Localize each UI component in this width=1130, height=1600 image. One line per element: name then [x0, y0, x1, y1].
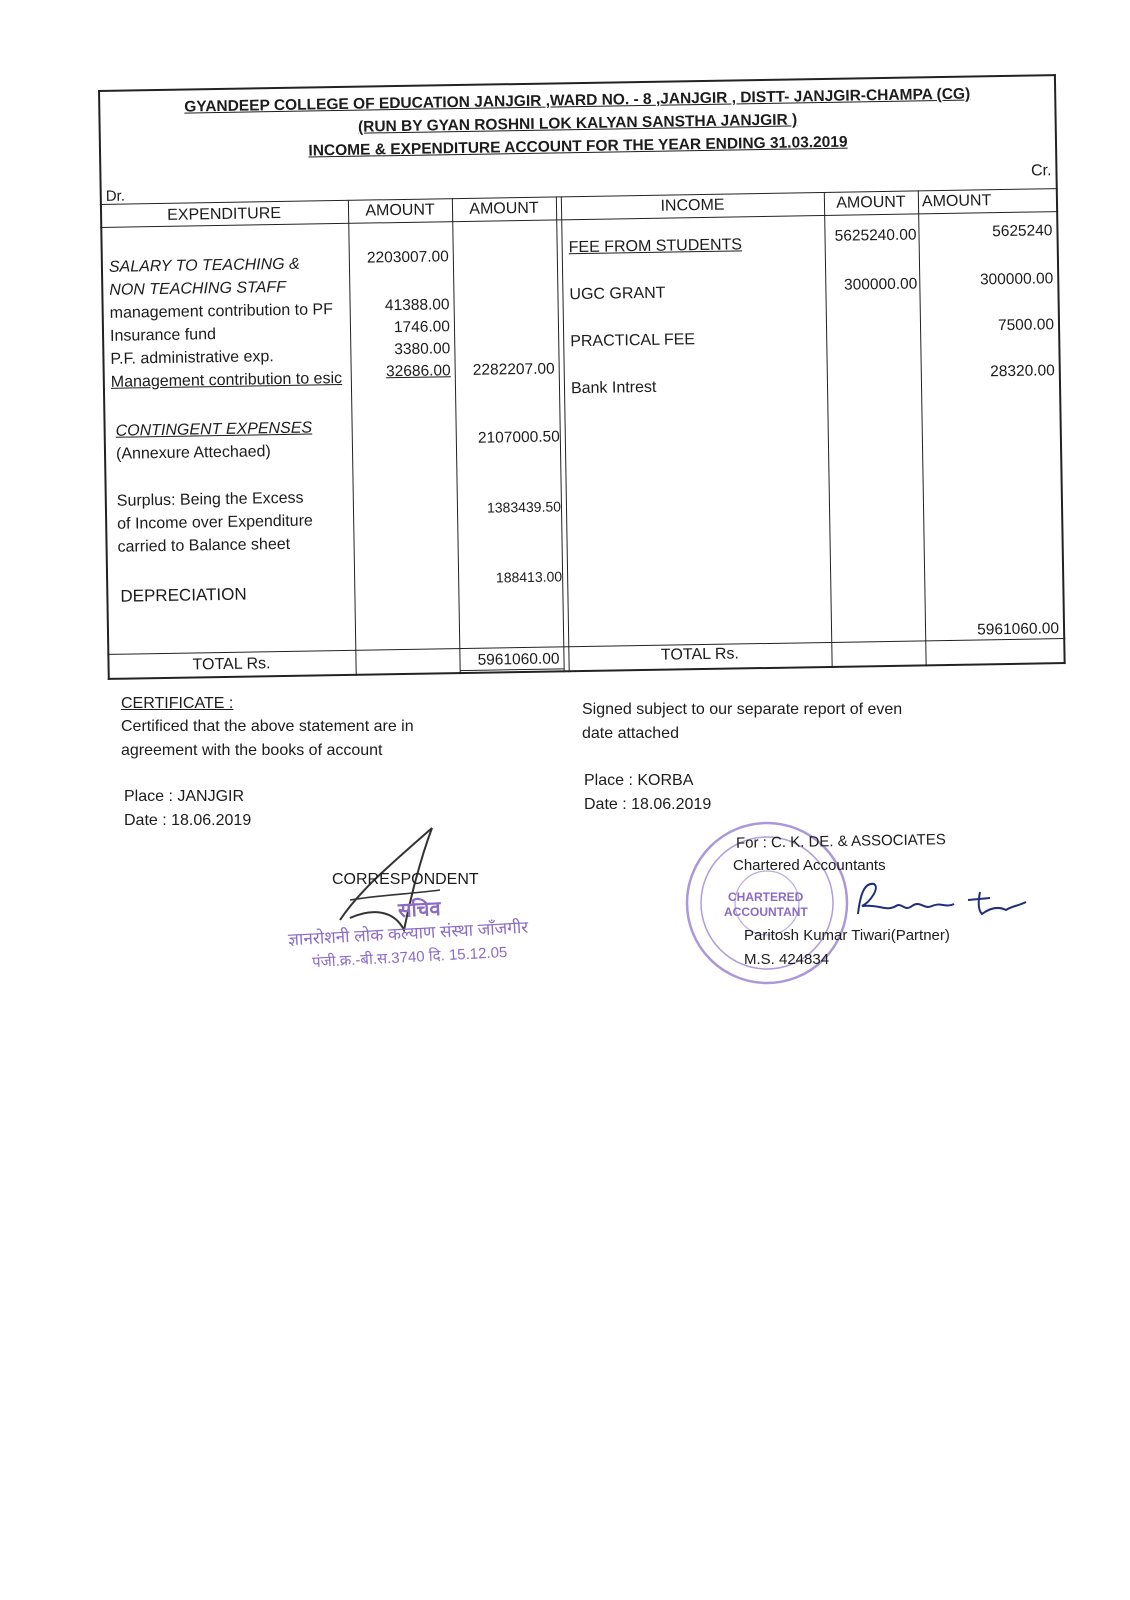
income-total-label: TOTAL Rs. [660, 645, 740, 664]
amount-header-2: AMOUNT [469, 199, 539, 218]
insurance-amount: 1746.00 [393, 318, 451, 337]
surplus-amount: 1383439.50 [486, 498, 562, 516]
fee-label: FEE FROM STUDENTS [568, 236, 743, 257]
certificate-heading: CERTIFICATE : [121, 695, 234, 712]
auditor-text-2: date attached [582, 725, 679, 742]
contingent-title: CONTINGENT EXPENSES [115, 419, 313, 440]
income-total-amount: 5961060.00 [977, 620, 1060, 639]
contingent-amount: 2107000.50 [477, 428, 560, 447]
income-expenditure-sheet [98, 74, 1066, 680]
auditor-place: Place : KORBA [584, 772, 694, 789]
certificate-place: Place : JANJGIR [124, 788, 245, 805]
fee-amount: 5625240.00 [834, 226, 917, 245]
depreciation-label: DEPRECIATION [120, 584, 247, 606]
salary-total: 2282207.00 [472, 360, 555, 379]
ugc-amount: 300000.00 [843, 275, 918, 294]
society-title: (RUN BY GYAN ROSHNI LOK KALYAN SANSTHA JANJGIR ) [357, 111, 798, 136]
stamp-society-name: ज्ञानरोशनी लोक कल्याण संस्था जाँजगीर [287, 917, 529, 950]
stamp-chartered: CHARTERED [728, 890, 804, 904]
auditor-text-1: Signed subject to our separate report of even [582, 701, 903, 718]
stamp-accountant: ACCOUNTANT [724, 905, 808, 919]
membership-number: M.S. 424834 [744, 951, 830, 968]
pf-admin-label: P.F. administrative exp. [110, 348, 274, 368]
surplus-line-2: of Income over Expenditure [117, 512, 313, 533]
certificate-date: Date : 18.06.2019 [124, 812, 252, 829]
surplus-line-1: Surplus: Being the Excess [116, 489, 304, 510]
stamp-registration: पंजी.क्र.-बी.स.3740 दि. 15.12.05 [311, 943, 508, 972]
expenditure-total-label: TOTAL Rs. [192, 655, 271, 674]
credit-label: Cr. [1030, 162, 1052, 180]
practical-total: 7500.00 [997, 316, 1055, 335]
partner-signature [850, 876, 1040, 926]
bank-total: 28320.00 [989, 362, 1055, 381]
esic-amount: 32686.00 [385, 362, 451, 381]
surplus-line-3: carried to Balance sheet [117, 535, 291, 556]
amount-header-1: AMOUNT [365, 201, 435, 220]
insurance-label: Insurance fund [109, 326, 217, 345]
partner-name: Paritosh Kumar Tiwari(Partner) [744, 927, 950, 944]
amount-header-3: AMOUNT [836, 193, 906, 212]
auditor-date: Date : 18.06.2019 [584, 796, 712, 813]
correspondent-label: CORRESPONDENT [332, 871, 479, 888]
expenditure-header: EXPENDITURE [167, 204, 282, 224]
certificate-text-2: agreement with the books of account [121, 742, 383, 759]
bank-label: Bank Intrest [570, 378, 657, 398]
contingent-sub: (Annexure Attechaed) [115, 443, 271, 463]
college-title: GYANDEEP COLLEGE OF EDUCATION JANJGIR ,WARD NO. - 8 ,JANJGIR , DISTT- JANJGIR-CHAMPA (CG) [184, 85, 971, 116]
ugc-label: UGC GRANT [569, 284, 666, 304]
pf-amount: 41388.00 [384, 296, 450, 315]
salary-title: SALARY TO TEACHING & [108, 255, 300, 276]
debit-label: Dr. [105, 187, 126, 205]
depreciation-amount: 188413.00 [495, 568, 563, 586]
practical-label: PRACTICAL FEE [570, 331, 696, 351]
esic-label: Management contribution to esic [110, 369, 343, 391]
salary-title-2: NON TEACHING STAFF [109, 278, 287, 299]
pf-admin-amount: 3380.00 [394, 340, 451, 359]
certificate-text-1: Certificed that the above statement are in [121, 718, 414, 735]
amount-header-4: AMOUNT [921, 192, 992, 211]
statement-title: INCOME & EXPENDITURE ACCOUNT FOR THE YEAR ENDING 31.03.2019 [308, 133, 848, 160]
salary-amount: 2203007.00 [366, 248, 449, 267]
pf-label: management contribution to PF [109, 301, 334, 322]
stamp-secretary: सचिव [397, 897, 442, 923]
expenditure-total-amount: 5961060.00 [477, 650, 560, 669]
fee-total: 5625240 [991, 222, 1053, 241]
ugc-total: 300000.00 [979, 270, 1054, 289]
auditor-role: Chartered Accountants [733, 857, 886, 874]
auditor-firm: For : C. K. DE. & ASSOCIATES [735, 831, 946, 852]
income-header: INCOME [660, 196, 725, 215]
